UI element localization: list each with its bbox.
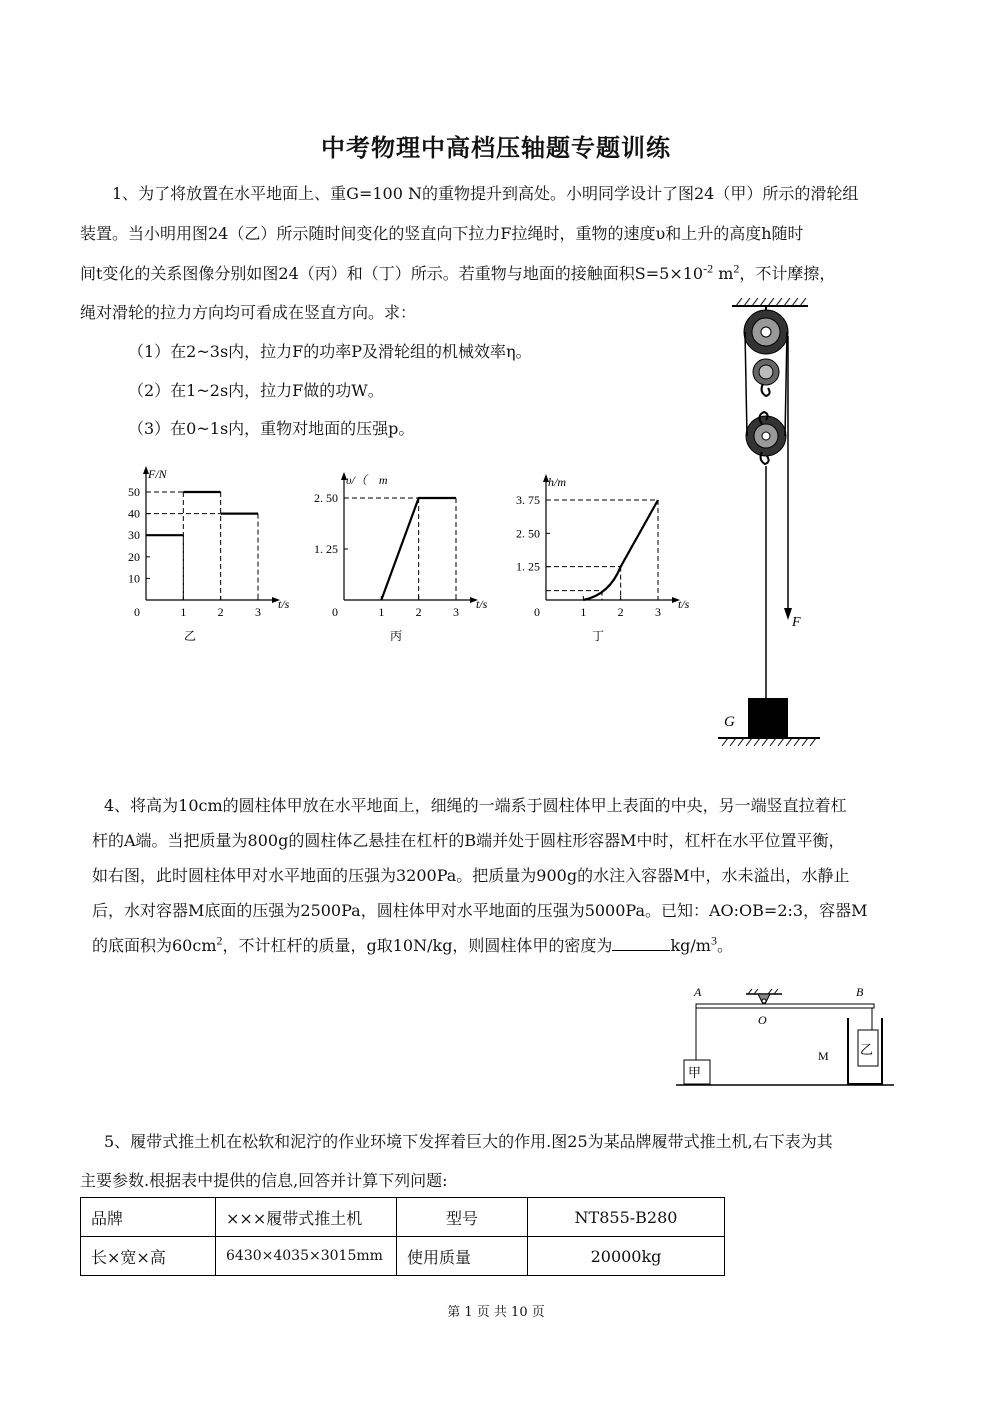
table-cell: NT855-B280: [528, 1198, 725, 1237]
table-cell: ×××履带式推土机: [216, 1198, 397, 1237]
x-tick-label: 3: [255, 605, 261, 619]
table-cell: 型号: [397, 1198, 528, 1237]
q1-line-3b: m: [713, 264, 734, 283]
lever-label-b: B: [856, 985, 864, 999]
pulley-diagram: [712, 296, 832, 748]
q1-line-3: [80, 261, 835, 284]
x-tick-label: 3: [655, 605, 661, 619]
x-tick-label: 2: [617, 605, 624, 619]
q5-line-2: 主要参数.根据表中提供的信息,回答并计算下列问题:: [80, 1171, 448, 1190]
table-row: [81, 1237, 725, 1276]
q4-line-5: [92, 933, 733, 956]
y-tick-label: 2. 50: [516, 526, 540, 541]
table-cell: 长×宽×高: [81, 1237, 216, 1276]
q1-sub-3: （3）在0~1s内，重物对地面的压强p。: [128, 419, 415, 438]
ground: [718, 738, 820, 746]
origin-label: 0: [534, 605, 540, 619]
yi-label: 乙: [860, 1042, 874, 1057]
lever-label-o: O: [758, 1013, 767, 1027]
q4-line-2: 杆的A端。当把质量为800g的圆柱体乙悬挂在杠杆的B端并处于圆柱形容器M中时，杠杆在水平位置平衡，: [92, 831, 845, 850]
q1-sub-1: （1）在2~3s内，拉力F的功率P及滑轮组的机械效率η。: [128, 342, 532, 361]
y-tick-label: 30: [128, 528, 140, 543]
graphs-figure: [120, 458, 690, 648]
q1-sub-2: （2）在1~2s内，拉力F做的功W。: [128, 381, 384, 400]
ropes: [745, 332, 788, 698]
chart-caption: 丁: [592, 629, 605, 643]
q1-line-1: 1、为了将放置在水平地面上、重G=100 N的重物提升到高处。小明同学设计了图24（甲）所示的滑轮组: [112, 184, 859, 203]
container-label: M: [818, 1049, 829, 1063]
y-axis-label: F/N: [148, 467, 167, 481]
table-cell: 品牌: [81, 1198, 216, 1237]
q4-line-5a: 的底面积为60cm: [92, 936, 217, 955]
table-cell: 6430×4035×3015mm: [216, 1237, 397, 1276]
x-axis-label: t/s: [678, 597, 690, 611]
weight-block: [748, 698, 788, 738]
q1-line-3c: ，不计摩擦，: [739, 264, 836, 283]
lever-label-a: A: [694, 985, 702, 999]
spec-table: [80, 1197, 725, 1276]
q4-line-5b: ，不计杠杆的质量，g取10N/kg，则圆柱体甲的密度为: [222, 936, 613, 955]
q4-line-1: 4、将高为10cm的圆柱体甲放在水平地面上，细绳的一端系于圆柱体甲上表面的中央，另一端竖直拉着杠: [104, 796, 847, 815]
lever-diagram: [672, 982, 898, 1090]
force-label: F: [792, 615, 801, 630]
x-tick-label: 1: [378, 605, 385, 619]
support: [746, 989, 782, 1006]
x-tick-label: 2: [415, 605, 422, 619]
page-footer: 第 1 页 共 10 页: [447, 1305, 545, 1320]
x-tick-label: 1: [580, 605, 587, 619]
charts-group: [128, 466, 690, 643]
y-tick-label: 10: [128, 571, 140, 586]
small-pulley: [753, 359, 779, 396]
arrow-icon: [784, 608, 792, 620]
weight-label: G: [724, 714, 735, 730]
jia-label: 甲: [688, 1065, 702, 1080]
q4-line-4: 后，水对容器M底面的压强为2500Pa，圆柱体甲对水平地面的压强为5000Pa。已知：AO:OB=2:3，容器M: [92, 901, 868, 920]
y-tick-label: 3. 75: [516, 493, 540, 507]
q1-line-2: 装置。当小明用图24（乙）所示随时间变化的竖直向下拉力F拉绳时，重物的速度υ和上升的高度h随时: [80, 224, 804, 243]
y-axis-label: h/m: [548, 475, 566, 489]
table-row: [81, 1198, 725, 1237]
q4-line-5c: kg/m: [670, 936, 711, 955]
q4-line-3: 如右图，此时圆柱体甲对水平地面的压强为3200Pa。把质量为900g的水注入容器M中，水未溢出，水静止: [92, 866, 850, 885]
x-axis-label: t/s: [278, 597, 290, 611]
lever-bar: [696, 1004, 874, 1008]
q4-sup: 2: [216, 933, 223, 948]
q1-exp: -2: [703, 261, 714, 276]
q5-line-1: 5、履带式推土机在松软和泥泞的作业环境下发挥着巨大的作用.图25为某品牌履带式推土机,右下表为其: [104, 1132, 833, 1151]
x-tick-label: 1: [180, 605, 187, 619]
y-tick-label: 1. 25: [314, 542, 338, 556]
q4-line-5d: 。: [716, 936, 733, 955]
table-cell: 使用质量: [397, 1237, 528, 1276]
chart-caption: 丙: [390, 629, 403, 643]
y-tick-label: 20: [128, 549, 140, 564]
answer-blank[interactable]: [612, 936, 670, 951]
page-title: 中考物理中高档压轴题专题训练: [321, 133, 671, 162]
chart-caption: 乙: [184, 629, 197, 643]
q4-sup-2: 3: [710, 933, 717, 948]
origin-label: 0: [332, 605, 338, 619]
y-tick-label: 50: [128, 485, 140, 499]
movable-pulley: [746, 412, 786, 464]
y-axis-label: υ/（ m: [346, 473, 388, 487]
origin-label: 0: [134, 605, 140, 619]
q1-line-4: 绳对滑轮的拉力方向均可看成在竖直方向。求：: [80, 303, 417, 322]
fixed-pulley: [744, 310, 788, 354]
y-tick-label: 40: [128, 506, 140, 521]
x-tick-label: 3: [453, 605, 459, 619]
y-tick-label: 1. 25: [516, 559, 540, 574]
y-tick-label: 2. 50: [314, 491, 338, 505]
x-axis-label: t/s: [476, 597, 488, 611]
q1-line-3a: 间t变化的关系图像分别如图24（丙）和（丁）所示。若重物与地面的接触面积S=5×10: [80, 264, 704, 283]
x-tick-label: 2: [217, 605, 224, 619]
table-cell: 20000kg: [528, 1237, 725, 1276]
q1-sup: 2: [733, 261, 740, 276]
